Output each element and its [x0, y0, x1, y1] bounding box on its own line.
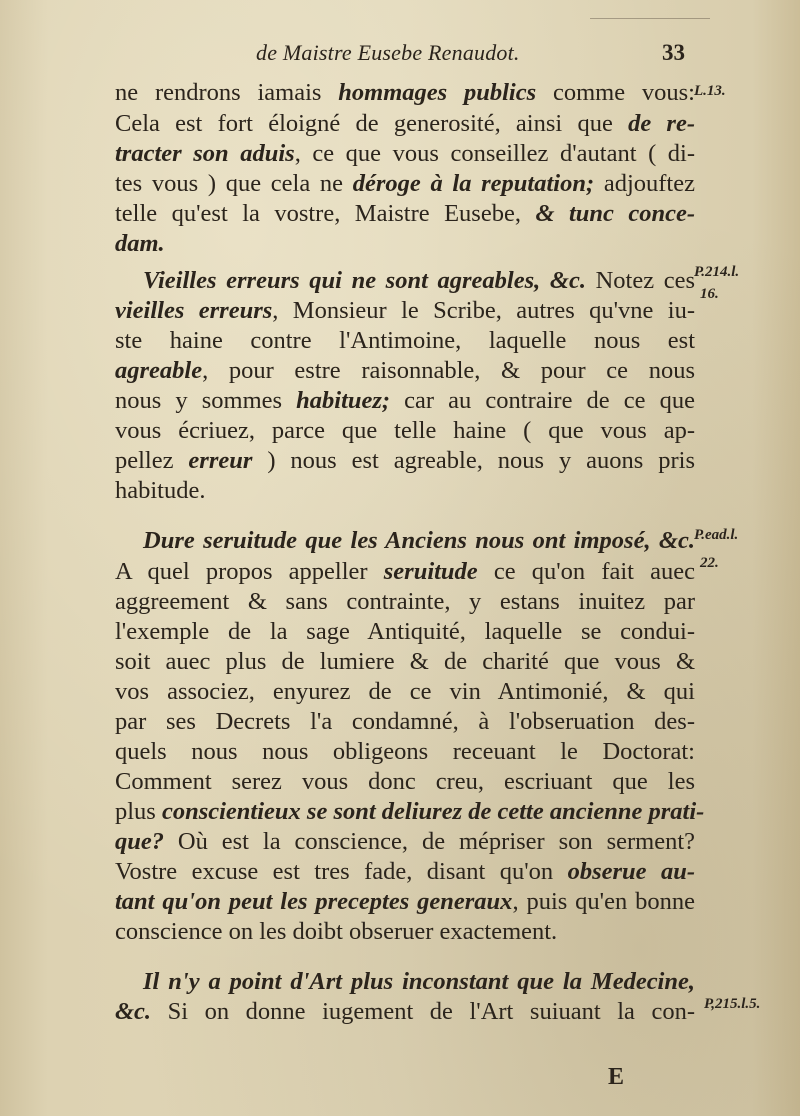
italic-quotation: dam. [115, 230, 165, 257]
text-run: nous y sommes [115, 387, 297, 414]
text-line [115, 526, 695, 556]
text-run: car au contraire de ce que [390, 387, 695, 414]
margin-note-4: P.ead.l. [694, 527, 739, 543]
text-line [115, 737, 695, 767]
running-head: de Maistre Eusebe Renaudot. [256, 40, 520, 65]
text-line [115, 266, 695, 296]
text-line [115, 326, 695, 356]
text-line [115, 199, 695, 229]
italic-quotation: Il n'y a point d'Art plus inconstant que la Medecine, [143, 968, 695, 995]
text-run: comme vous: [536, 79, 695, 106]
text-run: , Monsieur le Scribe, autres qu'vne iu- [272, 297, 695, 324]
text-run: quels nous nous obligeons receuant le Doctorat: [115, 738, 695, 765]
italic-quotation: tracter son aduis [115, 140, 295, 167]
text-run: tes vous ) que cela ne [115, 170, 353, 197]
catchword: E [608, 1064, 625, 1090]
text-line [115, 109, 695, 139]
text-run: Si on donne iugement de l'Art suiuant la con- [151, 998, 695, 1025]
margin-note-3: 16. [700, 286, 719, 302]
italic-quotation: hommages publics [338, 79, 537, 106]
text-line [115, 677, 695, 707]
italic-quotation: tant qu'on peut les preceptes generaux [115, 888, 513, 915]
text-run: Notez ces [585, 267, 695, 294]
text-run: pellez [115, 447, 189, 474]
text-line [115, 557, 695, 587]
text-run: Comment serez vous donc creu, escriuant que les [115, 768, 695, 795]
text-line [115, 446, 695, 476]
text-line [115, 386, 695, 416]
italic-quotation: de re- [628, 110, 695, 137]
italic-quotation: habituez; [296, 387, 391, 414]
italic-quotation: déroge à la reputation; [352, 170, 595, 197]
text-line [115, 139, 695, 169]
text-run: A quel propos appeller [115, 558, 384, 585]
text-run: Cela est fort éloigné de generosité, ainsi que [115, 110, 629, 137]
text-line [115, 416, 695, 446]
text-line [115, 356, 695, 386]
page-number: 33 [662, 40, 685, 65]
italic-quotation: agreable [115, 357, 203, 384]
text-run: par ses Decrets l'a condamné, à l'obseruation des- [115, 708, 695, 735]
text-run: Où est la conscience, de mépriser son serment? [164, 828, 695, 855]
text-run: ce qu'on fait auec [477, 558, 695, 585]
italic-quotation: Dure seruitude que les Anciens nous ont imposé, &c. [143, 527, 695, 554]
text-run: , pour estre raisonnable, & pour ce nous [202, 357, 695, 384]
italic-quotation: seruitude [383, 558, 478, 585]
text-line [115, 617, 695, 647]
text-run: , ce que vous conseillez d'autant ( di- [294, 140, 695, 167]
text-line [115, 169, 695, 199]
page-edge-rule [590, 18, 710, 19]
text-run: habitude. [115, 477, 206, 504]
text-run: , puis qu'en bonne [512, 888, 695, 915]
text-line [115, 827, 695, 857]
text-run: ) nous est agreable, nous y auons pris [252, 447, 695, 474]
text-run: telle qu'est la vostre, Maistre Eusebe, [115, 200, 536, 227]
text-run: ste haine contre l'Antimoine, laquelle nous est [115, 327, 695, 354]
text-line [115, 797, 705, 827]
text-line [115, 917, 695, 947]
margin-note-1: L.13. [694, 83, 726, 99]
italic-quotation: & tunc conce- [535, 200, 695, 227]
text-run: aggreement & sans contrainte, y estans inuitez par [115, 588, 695, 615]
text-line [115, 78, 695, 108]
text-run: vos associez, enyurez de ce vin Antimonié, & qui [115, 678, 695, 705]
margin-note-6: P,215.l.5. [704, 996, 761, 1012]
text-run: l'exemple de la sage Antiquité, laquelle se condui- [115, 618, 695, 645]
text-run: plus [115, 798, 162, 825]
text-line [115, 857, 695, 887]
italic-quotation: Vieilles erreurs qui ne sont agreables, &c. [143, 267, 586, 294]
text-line [115, 997, 695, 1027]
text-line [115, 707, 695, 737]
text-run: vous écriuez, parce que telle haine ( que vous ap- [115, 417, 695, 444]
text-run: adjouftez [594, 170, 695, 197]
italic-quotation: obserue au- [567, 858, 695, 885]
italic-quotation: vieilles erreurs [115, 297, 273, 324]
italic-quotation: conscientieux se sont deliurez de cette ancienne prati- [161, 798, 705, 825]
text-line [115, 767, 695, 797]
italic-quotation: que? [115, 828, 164, 855]
margin-note-2: P.214.l. [694, 264, 740, 280]
text-run: soit auec plus de lumiere & de charité que vous & [115, 648, 695, 675]
text-line [115, 887, 695, 917]
text-line [115, 476, 695, 506]
text-line [115, 229, 695, 259]
text-run: Vostre excuse est tres fade, disant qu'on [115, 858, 568, 885]
text-line [115, 587, 695, 617]
text-line [115, 647, 695, 677]
italic-quotation: &c. [115, 998, 152, 1025]
text-run: conscience on les doibt obseruer exactement. [115, 918, 558, 945]
text-run: ne rendrons iamais [115, 79, 339, 106]
margin-note-5: 22. [700, 555, 719, 571]
italic-quotation: erreur [188, 447, 253, 474]
text-line [115, 967, 695, 997]
text-line [115, 296, 695, 326]
